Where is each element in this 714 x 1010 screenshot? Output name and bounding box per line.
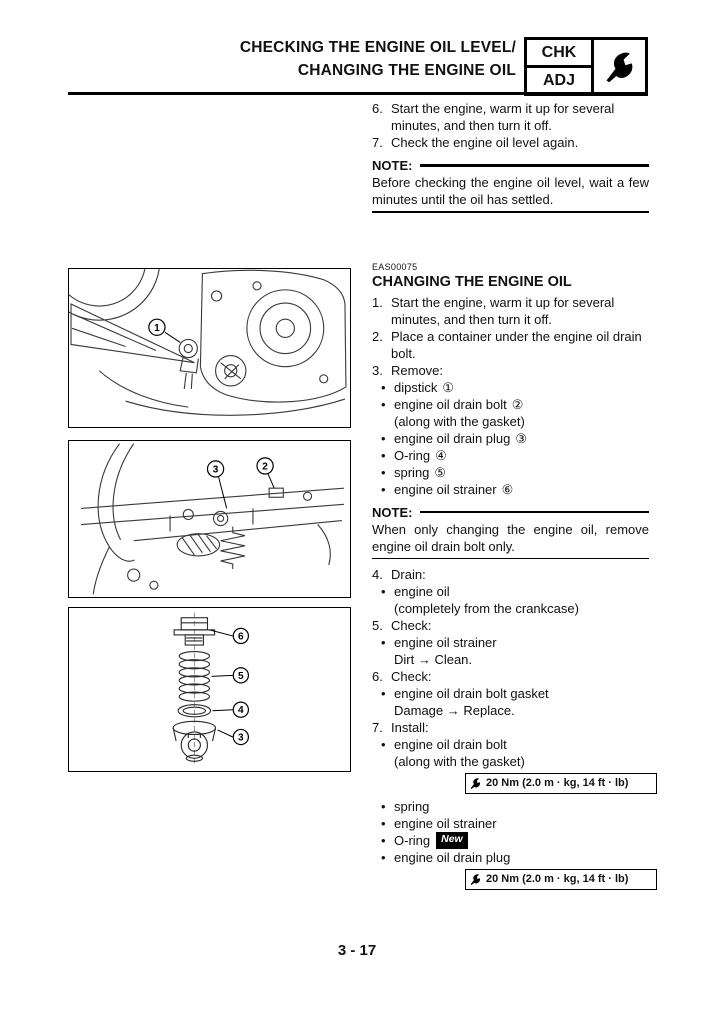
chapter-tab-icon-box: [594, 40, 645, 93]
note-end-rule: [372, 558, 649, 560]
step-text: Check:: [391, 618, 432, 633]
list-item-install-plug: [372, 849, 649, 866]
step-5-check: [372, 617, 649, 634]
svg-text:2: 2: [262, 461, 268, 473]
note-end-rule: [372, 211, 649, 213]
figure-callout-5: [212, 668, 249, 683]
torque-spec-1: [465, 773, 657, 794]
step-text: Start the engine, warm it up for several minutes, and then turn it off.: [391, 294, 615, 327]
item-text: • engine oil drain bolt: [394, 396, 507, 412]
figure-callout-2: [257, 458, 274, 488]
list-item-engine-oil: [372, 583, 649, 600]
figure-callout-4: [213, 702, 249, 717]
step-number: 7.: [372, 720, 383, 735]
chapter-tab: [524, 37, 648, 96]
step-3: [372, 362, 649, 379]
list-item-strainer-check: [372, 634, 649, 651]
callout-ref: ⑥: [501, 481, 514, 497]
step-number: 3.: [372, 362, 383, 378]
torque-value: 20 Nm (2.0 m · kg, 14 ft · lb): [486, 777, 629, 789]
page-title: [0, 36, 516, 82]
note-heading: [372, 157, 649, 174]
svg-text:1: 1: [154, 322, 160, 334]
note-rule: [420, 164, 649, 167]
figure-callout-6: [210, 628, 249, 643]
list-item-drain-plug: [372, 430, 649, 447]
page-title-line1: CHECKING THE ENGINE OIL LEVEL/: [239, 39, 516, 56]
step-number: 1.: [372, 294, 383, 310]
section-heading: CHANGING THE ENGINE OIL: [372, 273, 572, 290]
torque-wrench-icon: [469, 777, 482, 790]
body-text-column: [372, 100, 649, 894]
item-text: • engine oil strainer: [394, 635, 497, 650]
callout-ref: ④: [435, 447, 447, 463]
step-text: Place a container under the engine oil drain bolt.: [391, 328, 642, 361]
list-item-drain-bolt: [372, 396, 649, 413]
torque-wrench-icon: [469, 873, 482, 886]
list-item-spring: [372, 464, 649, 481]
svg-text:4: 4: [238, 705, 244, 717]
step-number: 6.: [372, 101, 383, 116]
note-text: Before checking the engine oil level, wait a few minutes until the oil has settled.: [372, 175, 649, 207]
wrench-icon: [602, 48, 638, 86]
step-2: [372, 328, 649, 362]
step-6-check: [372, 100, 649, 134]
step-4-drain: [372, 566, 649, 583]
chapter-tab-bottom: ADJ: [542, 71, 575, 89]
list-item-strainer: [372, 481, 649, 498]
svg-text:3: 3: [238, 732, 244, 744]
step-6-check-gasket: [372, 668, 649, 685]
step-7-install: [372, 719, 649, 736]
list-item-sub: (along with the gasket): [394, 413, 525, 429]
step-number: 4.: [372, 567, 383, 582]
torque-spec-2: [465, 869, 657, 890]
item-text: • spring: [394, 464, 430, 480]
new-part-badge: New: [436, 832, 468, 849]
step-1: [372, 294, 649, 328]
note-rule: [420, 511, 649, 514]
figure-engine-dipstick: [68, 268, 351, 428]
list-item-install-o-ring: [372, 832, 649, 849]
note-label: NOTE:: [372, 504, 413, 520]
callout-ref: ②: [511, 396, 524, 412]
item-text: • engine oil: [394, 584, 450, 599]
step-number: 7.: [372, 135, 383, 150]
item-text: • engine oil drain plug: [394, 430, 511, 446]
item-text: • engine oil drain bolt: [394, 737, 507, 752]
list-item-sub: Damage → Replace.: [394, 703, 515, 718]
step-text: Check:: [391, 669, 432, 684]
figure-callout-3b: [218, 729, 249, 744]
chapter-tab-labels: [527, 40, 594, 93]
item-text: • dipstick: [394, 379, 438, 395]
step-text: Check the engine oil level again.: [391, 135, 579, 150]
figure-drain-plug-exploded: [68, 607, 351, 772]
drain-plug-exploded-illustration: [69, 608, 350, 771]
step-text: Drain:: [391, 567, 426, 582]
list-item-dipstick: [372, 379, 649, 396]
step-text: Start the engine, warm it up for several minutes, and then turn it off.: [391, 101, 615, 133]
step-text: Install:: [391, 720, 429, 735]
item-text: • engine oil drain bolt gasket: [394, 686, 549, 701]
list-item-sub: (along with the gasket): [394, 754, 525, 769]
note-heading: [372, 504, 649, 521]
drain-bolt-illustration: [69, 441, 350, 597]
item-text: • O-ring: [394, 833, 431, 848]
list-item-install-spring: [372, 798, 649, 815]
callout-ref: ①: [442, 379, 455, 395]
list-item-gasket-check: [372, 685, 649, 702]
list-item-sub: Dirt → Clean.: [394, 652, 473, 667]
list-item-o-ring: [372, 447, 649, 464]
item-text: • O-ring: [394, 447, 431, 463]
figure-callout-1: [149, 319, 180, 342]
callout-ref: ⑤: [434, 464, 447, 480]
note-text: When only changing the engine oil, remove engine oil drain bolt only.: [372, 521, 649, 554]
list-item-install-strainer: [372, 815, 649, 832]
svg-text:3: 3: [212, 464, 219, 476]
step-text: Remove:: [391, 362, 444, 378]
item-text: • spring: [394, 799, 430, 814]
step-7-check: [372, 134, 649, 151]
step-number: 2.: [372, 328, 383, 344]
list-item-install-bolt: [372, 736, 649, 753]
item-text: • engine oil drain plug: [394, 850, 511, 865]
item-text: • engine oil strainer: [394, 481, 497, 497]
chapter-tab-top: CHK: [527, 40, 591, 68]
step-number: 5.: [372, 618, 383, 633]
header-divider: [68, 92, 648, 95]
section-code: EAS00075: [372, 261, 418, 272]
svg-text:5: 5: [238, 670, 244, 682]
page-title-line2: CHANGING THE ENGINE OIL: [297, 62, 516, 79]
list-item-sub: (completely from the crankcase): [394, 601, 579, 616]
step-number: 6.: [372, 669, 383, 684]
svg-text:6: 6: [238, 631, 244, 643]
torque-value: 20 Nm (2.0 m · kg, 14 ft · lb): [486, 873, 629, 885]
callout-ref: ③: [515, 430, 528, 446]
figure-drain-bolt-location: [68, 440, 351, 598]
item-text: • engine oil strainer: [394, 816, 497, 831]
engine-dipstick-illustration: [69, 269, 350, 427]
figure-callout-3: [207, 461, 226, 509]
note-label: NOTE:: [372, 158, 413, 173]
page-number: 3 - 17: [337, 942, 377, 959]
